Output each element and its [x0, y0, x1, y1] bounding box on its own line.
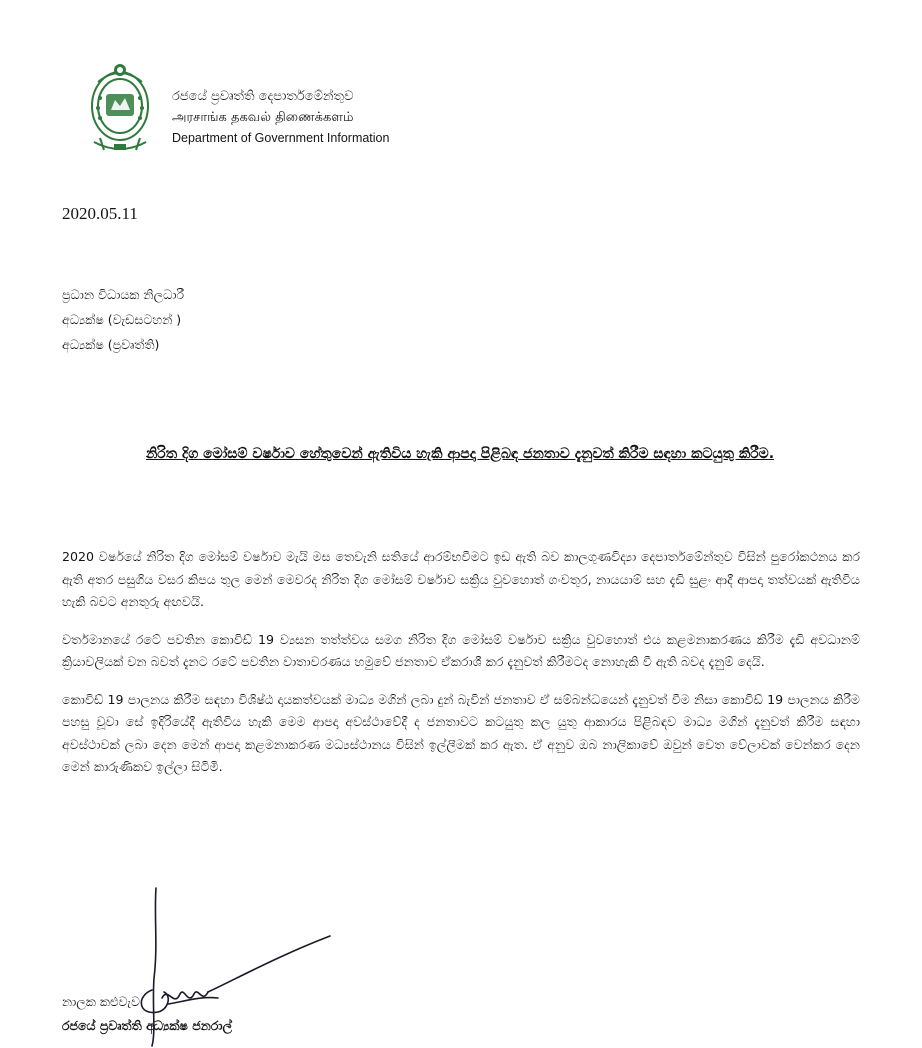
letterhead-sinhala: රජයේ ප්‍රවෘත්ති දෙපාර්තමේන්තුව	[172, 89, 354, 104]
body-paragraph: කොවිඩ් 19 පාලනය කිරීම සඳහා විශිෂ්ඨ දායකත්වයක් මාධ්‍ය මගින් ලබා දුන් බැවින් ජනතාව ඒ සම්බන්ධයෙන් දැනුවත් වීම නිසා කොවිඩ් 19 පාලනය කිරීම පහසු වූවා සේ ඉදිරියේදී ඇතිවිය හැකි මෙම ආපදා අවස්ථාවේදී ද ජනතාවට කටයුතු කල යුතු ආකාරය පිළිබඳව මාධ්‍ය මගින් දැනුවත් කිරීම සඳහා අවස්ථාවක් ලබා දෙන මෙන් ආපදා කළමනාකරණ මධ්‍යස්ථානය විසින් ඉල්ලීමක් කර ඇත. ඒ අනුව ඔබ නාලිකාවේ ඔවුන් වෙත වේලාවක් වෙන්කර දෙන මෙන් කාරුණිකව ඉල්ලා සිටිමි.	[62, 691, 860, 774]
recipient-list	[62, 282, 184, 357]
letterhead	[172, 86, 389, 149]
letter-body	[62, 546, 860, 794]
signer-block	[62, 990, 232, 1038]
letterhead-english: Department of Government Information	[172, 131, 390, 145]
sri-lanka-emblem-icon	[84, 58, 156, 158]
signer-designation: රජයේ ප්‍රවෘත්ති අධ්‍යක්ෂ ජනරාල්	[62, 1018, 233, 1033]
recipient-line: අධ්‍යක්ෂ (වැඩසටහන් )	[62, 312, 182, 327]
letterhead-tamil: அரசாங்க தகவல் திணைக்களம்	[172, 110, 354, 125]
recipient-line: අධ්‍යක්ෂ (ප්‍රවෘත්ති)	[62, 337, 160, 352]
body-paragraph: වර්තමානයේ රටේ පවතින කොවිඩ් 19 ව්‍යසන තත්ත්වය සමග නිරිත දිග මෝසම් වර්ෂාව සක්‍රිය වුවහොත් එය කළමනාකරණය කිරීම දැඩි අවධානම් ක්‍රියාවලියක් වන බවත් දැනට රටේ පවතින වාතාවරණය හමුවේ ජනතාව ඒකරාශී කර දැනුවත් කිරීමටද නොහැකි වී ඇති බවද දැනුම් දෙයි.	[62, 631, 860, 669]
letter-subject: නිරිත දිග මෝසම් වර්ෂාව හේතුවෙන් ඇතිවිය හැකි ආපදා පිළිබඳ ජනතාව දැනුවත් කිරීම සඳහා කටයුතු කිරීම.	[145, 446, 775, 462]
body-paragraph: 2020 වර්ෂයේ නිරිත දිග මෝසම් වර්ෂාව මැයි මස තෙවැනි සතියේ ආරම්භවීමට ඉඩ ඇති බව කාලගුණවිද්‍යා දෙපාර්තමේන්තුව විසින් පුරෝකථනය කර ඇති අතර පසුගිය වසර කිපය තුල මෙන් මෙවරද නිරිත දිග මෝසම් වර්ෂාව සක්‍රිය වුවහොත් ගංවතුර, නායයාම් සහ දැඩි සුළං ආදී ආපදා තත්වයක් ඇතිවිය හැකි බවට අනතුරු අඟවයි.	[62, 549, 860, 609]
recipient-line: ප්‍රධාන විධායක නිලධාරී	[62, 287, 185, 302]
letter-date: 2020.05.11	[62, 204, 138, 223]
signer-name: නාලක කළුවැව	[62, 994, 140, 1009]
